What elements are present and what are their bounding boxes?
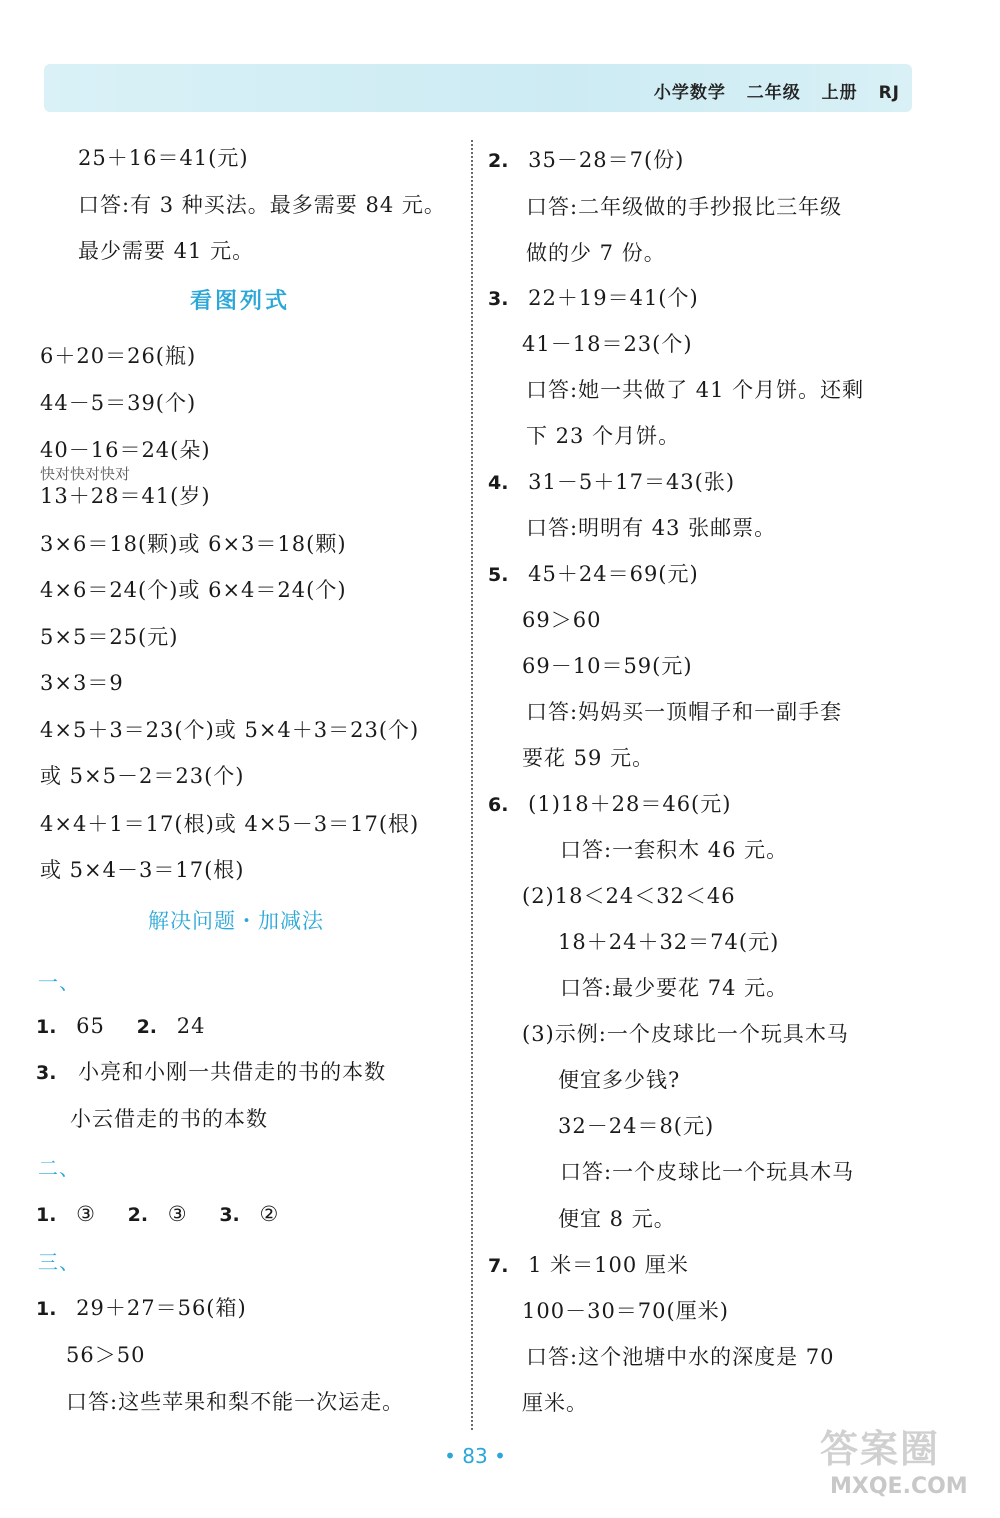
answer: 1 米＝100 厘米 xyxy=(528,1253,689,1277)
part-label: 三、 xyxy=(38,1250,80,1274)
left-line: 或 5×5－2＝23(个) xyxy=(40,764,245,788)
page-number: • 83 • xyxy=(444,1444,506,1468)
question-number: 2. xyxy=(127,1204,149,1226)
answer: 65 xyxy=(76,1014,105,1038)
right-line: 口答:妈妈买一顶帽子和一副手套 xyxy=(526,700,843,724)
answer: 24 xyxy=(176,1014,206,1038)
right-line: 要花 59 元。 xyxy=(522,746,655,770)
left-line: 6＋20＝26(瓶) xyxy=(40,344,197,368)
right-line: 69－10＝59(元) xyxy=(522,654,693,678)
answer: 35－28＝7(份) xyxy=(528,148,685,172)
left-line: 40－16＝24(朵) xyxy=(40,438,211,462)
left-line: 25＋16＝41(元) xyxy=(78,146,249,170)
right-line: (2)18＜24＜32＜46 xyxy=(522,884,736,908)
left-line: 最少需要 41 元。 xyxy=(78,239,255,263)
question-number: 2. xyxy=(488,150,509,172)
question-row xyxy=(36,1012,205,1041)
left-line: 56＞50 xyxy=(66,1343,146,1367)
question-number: 3. xyxy=(488,288,509,310)
question-number: 1. xyxy=(36,1298,57,1320)
section-title: 看图列式 xyxy=(190,289,291,314)
left-line: 或 5×4－3＝17(根) xyxy=(40,858,245,882)
right-line: 41－18＝23(个) xyxy=(522,332,693,356)
left-line: 口答:有 3 种买法。最多需要 84 元。 xyxy=(78,193,446,217)
right-line: 下 23 个月饼。 xyxy=(526,424,681,448)
right-line: 口答:明明有 43 张邮票。 xyxy=(526,516,777,540)
question-number: 5. xyxy=(488,564,509,586)
right-line: 做的少 7 份。 xyxy=(526,241,666,265)
question-number: 4. xyxy=(488,472,509,494)
right-line: 口答:一个皮球比一个玩具木马 xyxy=(560,1160,855,1184)
right-line: 口答:二年级做的手抄报比三年级 xyxy=(526,195,843,219)
left-line: 13＋28＝41(岁) xyxy=(40,484,211,508)
answer: 45＋24＝69(元) xyxy=(528,562,699,586)
question-number: 1. xyxy=(36,1204,57,1226)
left-line: 44－5＝39(个) xyxy=(40,391,197,415)
part-label: 一、 xyxy=(38,970,80,994)
answer: 22＋19＝41(个) xyxy=(528,286,699,310)
left-line: 4×6＝24(个)或 6×4＝24(个) xyxy=(40,578,347,602)
section-title: 解决问题・加减法 xyxy=(148,909,324,933)
right-line: 69＞60 xyxy=(522,608,602,632)
watermark-url: MXQE.COM xyxy=(830,1474,968,1499)
question-number: 2. xyxy=(136,1016,158,1038)
right-line: 便宜 8 元。 xyxy=(558,1207,676,1231)
question-row xyxy=(488,284,699,313)
right-line: 口答:这个池塘中水的深度是 70 xyxy=(526,1345,835,1369)
question-number: 7. xyxy=(488,1255,509,1277)
answer: ③ xyxy=(167,1202,188,1226)
question-row xyxy=(36,1058,386,1087)
left-line: 口答:这些苹果和梨不能一次运走。 xyxy=(66,1390,405,1414)
question-row xyxy=(488,468,735,497)
right-line: 厘米。 xyxy=(522,1391,588,1415)
answer: ② xyxy=(259,1202,280,1226)
answer: (1)18＋28＝46(元) xyxy=(528,792,732,816)
question-number: 3. xyxy=(219,1204,240,1226)
right-line: 口答:最少要花 74 元。 xyxy=(560,976,789,1000)
left-line: 小云借走的书的本数 xyxy=(70,1107,268,1131)
stamp-watermark: 快对快对快对 xyxy=(40,465,131,483)
right-line: 便宜多少钱? xyxy=(558,1068,681,1092)
left-line: 4×4＋1＝17(根)或 4×5－3＝17(根) xyxy=(40,812,420,836)
part-label: 二、 xyxy=(38,1156,80,1180)
right-line: 18＋24＋32＝74(元) xyxy=(558,930,780,954)
question-row xyxy=(36,1294,247,1323)
question-row xyxy=(488,146,684,175)
header-title: 小学数学 二年级 上册 RJ xyxy=(653,83,900,103)
right-line: 口答:一套积木 46 元。 xyxy=(560,838,789,862)
answer: 31－5＋17＝43(张) xyxy=(528,470,736,494)
right-line: 口答:她一共做了 41 个月饼。还剩 xyxy=(526,378,865,402)
question-row xyxy=(488,1251,689,1280)
left-line: 5×5＝25(元) xyxy=(40,625,179,649)
column-divider xyxy=(471,140,473,1430)
question-row xyxy=(488,560,699,589)
answer: 29＋27＝56(箱) xyxy=(76,1296,247,1320)
left-line: 4×5＋3＝23(个)或 5×4＋3＝23(个) xyxy=(40,718,420,742)
question-number: 6. xyxy=(488,794,509,816)
answer: 小亮和小刚一共借走的书的本数 xyxy=(78,1060,387,1084)
right-line: 100－30＝70(厘米) xyxy=(522,1299,729,1323)
right-line: 32－24＝8(元) xyxy=(558,1114,715,1138)
right-line: (3)示例:一个皮球比一个玩具木马 xyxy=(522,1022,849,1046)
question-number: 3. xyxy=(36,1062,57,1084)
left-line: 3×6＝18(颗)或 6×3＝18(颗) xyxy=(40,532,347,556)
left-line: 3×3＝9 xyxy=(40,671,124,695)
question-number: 1. xyxy=(36,1016,57,1038)
question-row xyxy=(488,790,731,819)
answer: ③ xyxy=(76,1202,96,1226)
watermark-logo: 答案圈 xyxy=(820,1427,941,1471)
question-row xyxy=(36,1200,279,1229)
